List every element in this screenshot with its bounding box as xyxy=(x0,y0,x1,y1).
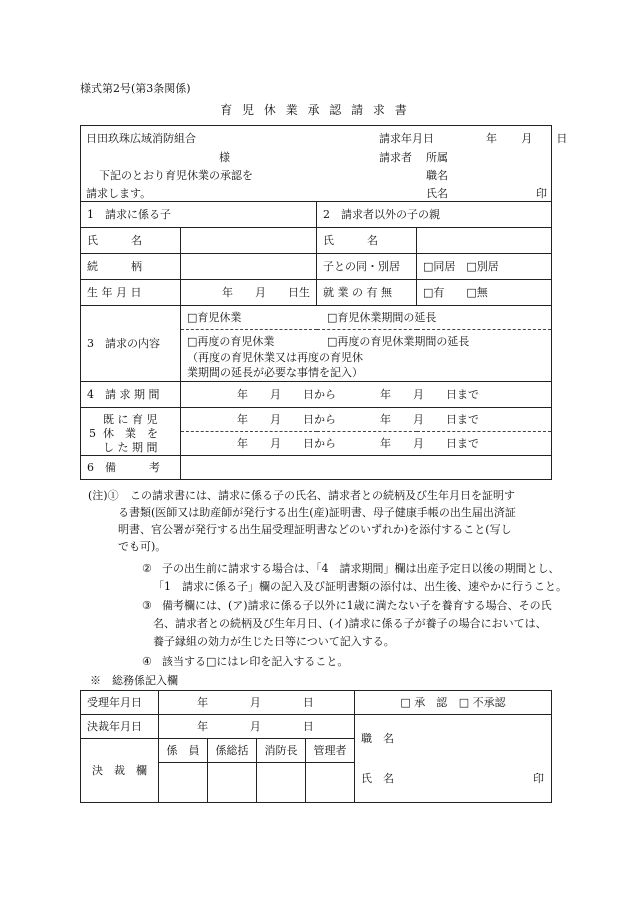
stamp-col-fire-chief: 消防長 xyxy=(257,739,306,763)
option-reapply-leave[interactable]: □再度の育児休業 xyxy=(187,335,275,348)
approver-seal: 印 xyxy=(533,772,544,785)
stamp-box-manager[interactable] xyxy=(306,763,355,803)
previous-leave-label-line3: し た 期 間 xyxy=(103,441,158,454)
relation-field[interactable] xyxy=(181,254,317,280)
seal-mark: 印 xyxy=(536,187,547,200)
request-period-field[interactable]: 年 月 日から 年 月 日まで xyxy=(181,382,552,408)
previous-leave-number: 5 xyxy=(89,427,96,440)
note-1-line4: でも可)。 xyxy=(118,540,167,554)
stamp-box-fire-chief[interactable] xyxy=(257,763,306,803)
note-1-line2: る書類(医師又は助産師が発行する出生(産)証明書、母子健康手帳の出生届出済証 xyxy=(118,506,516,519)
parent-name-label: 氏 名 xyxy=(317,228,417,254)
note-3-num: ③ xyxy=(142,599,152,612)
request-text-1: 下記のとおり育児休業の承認を xyxy=(99,169,253,182)
document-title: 育 児 休 業 承 認 請 求 書 xyxy=(220,103,410,117)
child-name-field[interactable] xyxy=(181,228,317,254)
request-period-label: 4 請 求 期 間 xyxy=(81,382,181,408)
relation-label: 続 柄 xyxy=(81,254,181,280)
decided-date-field[interactable]: 年 月 日 xyxy=(159,715,355,739)
note-4-num: ④ xyxy=(142,655,152,668)
cohabitation-options[interactable]: □同居 □別居 xyxy=(417,254,552,280)
note-1-cont xyxy=(118,504,516,555)
request-content-label: 3 請求の内容 xyxy=(81,306,181,382)
decided-date-label: 決裁年月日 xyxy=(81,715,159,739)
name-label: 氏名 xyxy=(426,187,448,200)
request-date-units: 年 月 日 xyxy=(486,132,574,145)
note-2-line1: 子の出生前に請求する場合は、「4 請求期間」欄は出産予定日以後の期間とし、 xyxy=(162,562,560,575)
reapply-note-line1: （再度の育児休業又は再度の育児休 xyxy=(187,351,363,364)
stamp-col-manager: 管理者 xyxy=(306,739,355,763)
remarks-label: 6 備 考 xyxy=(81,456,181,480)
employment-options[interactable]: □有 □無 xyxy=(417,280,552,306)
office-heading: ※ 総務係記入欄 xyxy=(90,674,178,687)
form-number: 様式第2号(第3条関係) xyxy=(80,82,191,95)
affiliation-label: 所属 xyxy=(426,151,448,164)
received-date-label: 受理年月日 xyxy=(81,691,159,715)
approval-choice xyxy=(355,691,552,715)
note-1-line3: 明書、官公署が発行する出生届受理証明書などのいずれか)を添付すること(写し xyxy=(118,523,512,537)
stamp-box-staff[interactable] xyxy=(159,763,208,803)
note-4-line1: 該当する□にはレ印を記入すること。 xyxy=(162,655,349,668)
previous-leave-label-line2: 休 業 を xyxy=(103,427,158,440)
remarks-field[interactable] xyxy=(181,456,552,480)
requester-label: 請求者 xyxy=(379,151,412,164)
request-options-row1 xyxy=(181,306,552,330)
section2-heading: 2 請求者以外の子の親 xyxy=(317,202,552,228)
parent-name-field[interactable] xyxy=(417,228,552,254)
previous-period-1[interactable]: 年 月 日から 年 月 日まで xyxy=(181,408,552,432)
request-text-2: 請求します。 xyxy=(86,187,152,200)
addressee-suffix: 様 xyxy=(219,151,230,164)
office-table xyxy=(80,690,552,803)
approval-stamp-label: 決 裁 欄 xyxy=(81,739,159,803)
birthdate-label: 生 年 月 日 xyxy=(81,280,181,306)
position-label: 職名 xyxy=(426,169,448,182)
option-leave-extension[interactable]: □育児休業期間の延長 xyxy=(327,311,437,324)
note-prefix: (注)① xyxy=(88,489,119,502)
note-3-line3: 養子縁組の効力が生じた日等について記入する。 xyxy=(153,635,395,648)
note-2-line2: 「1 請求に係る子」欄の記入及び証明書類の添付は、出生後、速やかに行うこと。 xyxy=(153,580,567,593)
request-date-label: 請求年月日 xyxy=(379,132,434,145)
request-options-row2 xyxy=(181,330,552,382)
stamp-box-chief[interactable] xyxy=(208,763,257,803)
reject-checkbox[interactable]: □ 不承認 xyxy=(458,695,506,709)
section1-heading: 1 請求に係る子 xyxy=(81,202,317,228)
previous-period-2[interactable]: 年 月 日から 年 月 日まで xyxy=(181,432,552,456)
note-2-num: ② xyxy=(142,562,152,575)
applicant-box xyxy=(81,126,574,202)
option-childcare-leave[interactable]: □育児休業 xyxy=(187,311,242,324)
approver-name-label: 氏 名 xyxy=(361,772,394,785)
child-name-label: 氏 名 xyxy=(81,228,181,254)
organization-name: 日田玖珠広域消防組合 xyxy=(86,132,196,145)
application-table xyxy=(80,125,574,480)
approver-box xyxy=(355,715,552,803)
previous-leave-label-line1: 既 に 育 児 xyxy=(103,413,158,426)
reapply-note-line2: 業期間の延長が必要な事情を記入） xyxy=(187,366,363,379)
previous-leave-label xyxy=(81,408,181,456)
note-3-line1: 備考欄には、(ア)請求に係る子以外に1歳に満たない子を養育する場合、その氏 xyxy=(162,599,552,612)
note-1 xyxy=(130,487,515,504)
note-3-line2: 名、請求者との続柄及び生年月日、(イ)請求に係る子が養子の場合においては、 xyxy=(153,617,547,630)
employment-label: 就 業 の 有 無 xyxy=(317,280,417,306)
option-reapply-extension[interactable]: □再度の育児休業期間の延長 xyxy=(327,335,470,348)
approver-position-label: 職 名 xyxy=(361,732,394,745)
note-1-line1: この請求書には、請求に係る子の氏名、請求者との続柄及び生年月日を証明す xyxy=(130,489,515,502)
stamp-col-staff: 係 員 xyxy=(159,739,208,763)
stamp-col-chief: 係総括 xyxy=(208,739,257,763)
received-date-field[interactable]: 年 月 日 xyxy=(159,691,355,715)
approve-checkbox[interactable]: □ 承 認 xyxy=(400,695,448,709)
birthdate-field[interactable]: 年 月 日生 xyxy=(181,280,317,306)
cohabitation-label: 子との同・別居 xyxy=(317,254,417,280)
